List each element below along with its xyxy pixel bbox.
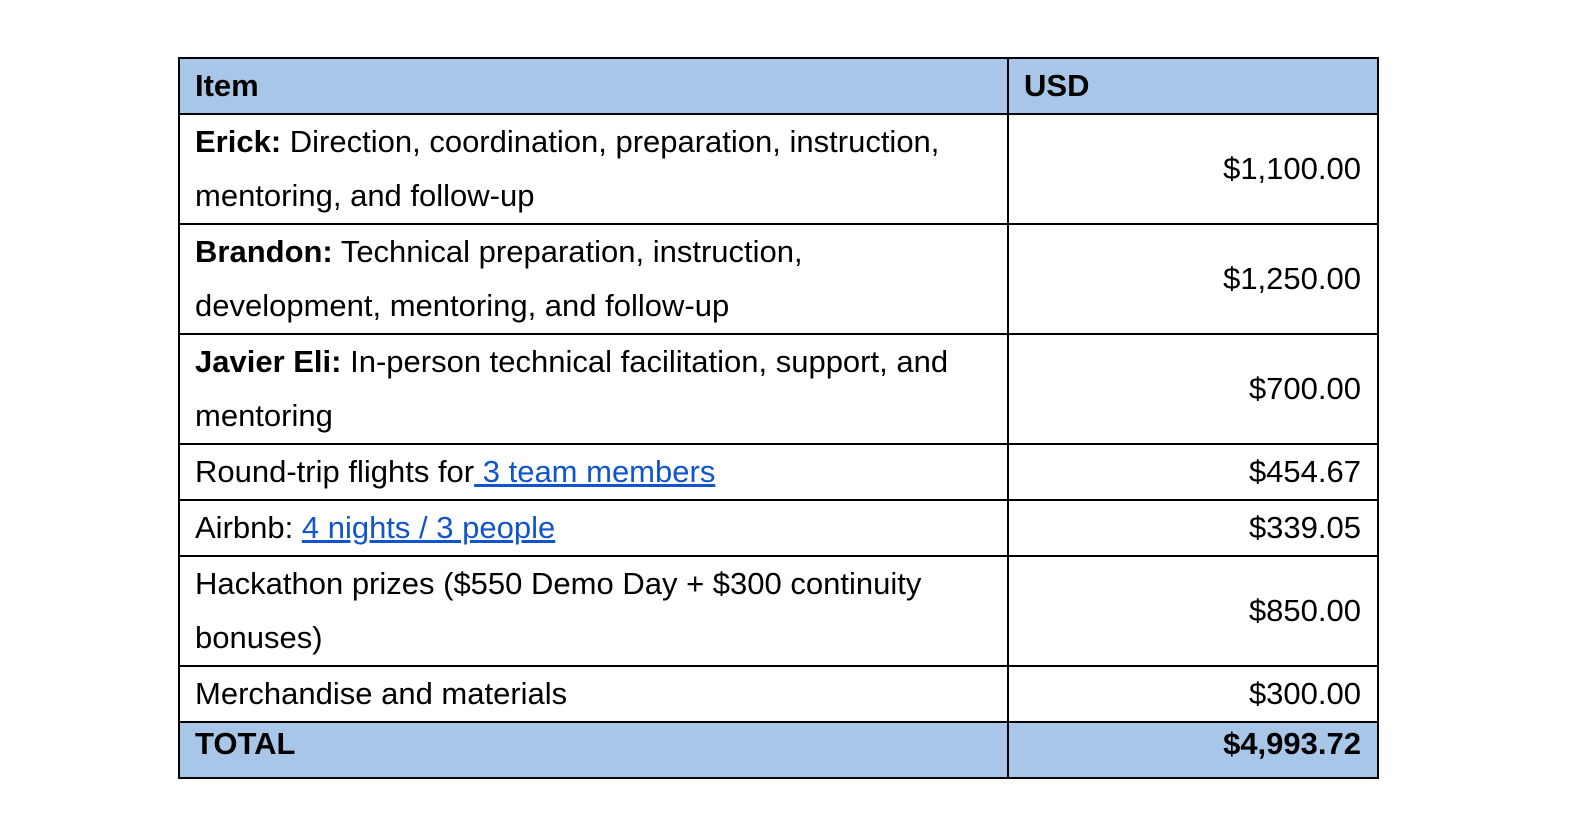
total-label: TOTAL [179, 722, 1008, 778]
table-row [179, 556, 1378, 666]
team-members-link[interactable]: 3 team members [474, 454, 716, 489]
item-cell: Merchandise and materials [179, 666, 1008, 722]
amount-cell: $700.00 [1008, 334, 1378, 444]
amount-cell: $1,250.00 [1008, 224, 1378, 334]
amount-cell: $1,100.00 [1008, 114, 1378, 224]
item-cell: Hackathon prizes ($550 Demo Day + $300 continuity bonuses) [179, 556, 1008, 666]
table-row [179, 224, 1378, 334]
person-name: Javier Eli: [195, 344, 342, 379]
item-description: In-person technical facilitation, support, and mentoring [195, 344, 949, 433]
person-name: Erick: [195, 124, 282, 159]
person-name: Brandon: [195, 234, 333, 269]
item-description: Round-trip flights for [195, 454, 475, 489]
total-row [179, 722, 1378, 778]
amount-cell: $300.00 [1008, 666, 1378, 722]
item-description: Technical preparation, instruction, development, mentoring, and follow-up [195, 234, 803, 323]
column-header-item: Item [179, 58, 1008, 114]
airbnb-nights-link[interactable]: 4 nights / 3 people [301, 510, 556, 545]
table-row [179, 500, 1378, 556]
total-amount: $4,993.72 [1008, 722, 1378, 778]
amount-cell: $339.05 [1008, 500, 1378, 556]
item-cell [179, 444, 1008, 500]
item-cell [179, 500, 1008, 556]
amount-cell: $850.00 [1008, 556, 1378, 666]
item-cell [179, 334, 1008, 444]
table-row [179, 444, 1378, 500]
column-header-usd: USD [1008, 58, 1378, 114]
item-description: Direction, coordination, preparation, instruction, mentoring, and follow-up [195, 124, 940, 213]
item-cell [179, 224, 1008, 334]
table-row [179, 334, 1378, 444]
amount-cell: $454.67 [1008, 444, 1378, 500]
table-row [179, 114, 1378, 224]
item-description: Airbnb: [195, 510, 302, 545]
table-row [179, 666, 1378, 722]
table-header-row [179, 58, 1378, 114]
budget-table [178, 57, 1379, 779]
item-cell [179, 114, 1008, 224]
